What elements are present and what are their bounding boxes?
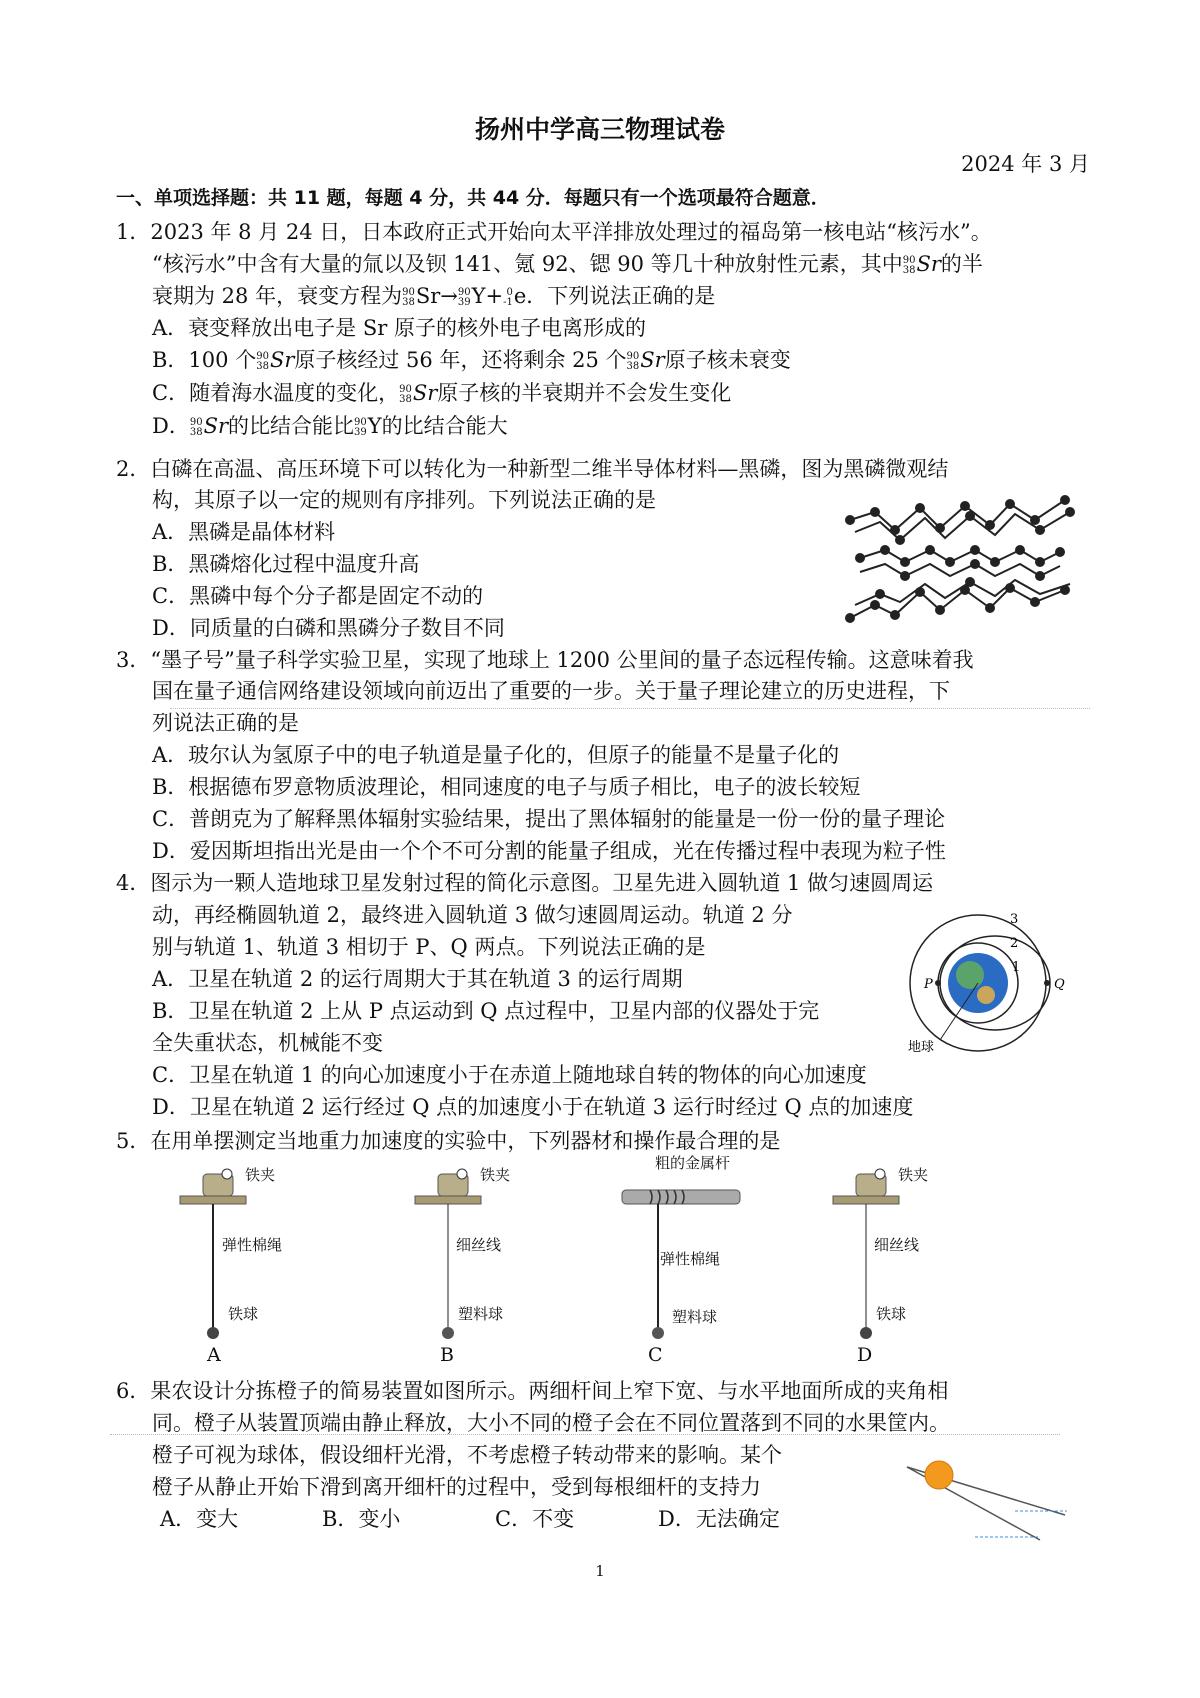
black-phosphorus-figure — [840, 490, 1080, 630]
pendulum-c-caption: C — [648, 1344, 663, 1366]
pendulum-c-rope-label: 弹性棉绳 — [660, 1250, 721, 1268]
pendulum-a-clip-label: 铁夹 — [245, 1166, 276, 1184]
pendulum-d-caption: D — [857, 1344, 873, 1366]
pendulum-b-caption: B — [440, 1344, 454, 1366]
q4-line2: 动，再经椭圆轨道 2，最终进入圆轨道 3 做匀速圆周运动。轨道 2 分 — [152, 903, 793, 927]
q3-line2: 国在量子通信网络建设领域向前迈出了重要的一步。关于量子理论建立的历史进程，下 — [152, 679, 950, 703]
pendulum-c-ball-label: 塑料球 — [672, 1308, 718, 1326]
q2-option-a: A．黑磷是晶体材料 — [152, 520, 336, 544]
q6-line4: 橙子从静止开始下滑到离开细杆的过程中，受到每根细杆的支持力 — [152, 1475, 761, 1499]
q2-line1: 2．白磷在高温、高压环境下可以转化为一种新型二维半导体材料—黑磷，图为黑磷微观结 — [116, 457, 949, 481]
q3-line1: 3．“墨子号”量子科学实验卫星，实现了地球上 1200 公里间的量子态远程传输。这意味着我 — [116, 648, 974, 672]
q3-line3: 列说法正确的是 — [152, 711, 299, 735]
q1-option-d: D． 90 38 Sr的比结合能比 90 39 Y的比结合能大 — [152, 414, 508, 438]
orbit-figure — [900, 905, 1080, 1055]
point-q-label: Q — [1054, 977, 1065, 992]
pendulum-a-ball-label: 铁球 — [228, 1305, 259, 1323]
orbit-1-label: 1 — [1012, 960, 1021, 975]
q1-option-b: B．100 个 90 38 Sr原子核经过 56 年，还将剩余 25 个 90 38 Sr原子核未衰变 — [152, 348, 791, 372]
q4-option-b-line2: 全失重状态，机械能不变 — [152, 1031, 383, 1055]
q1-option-c: C．随着海水温度的变化， 90 38 Sr原子核的半衰期并不会发生变化 — [152, 381, 732, 405]
orbit-3-label: 3 — [1010, 912, 1019, 927]
q3-option-a: A．玻尔认为氢原子中的电子轨道是量子化的，但原子的能量不是量子化的 — [152, 743, 840, 767]
q4-option-c: C．卫星在轨道 1 的向心加速度小于在赤道上随地球自转的物体的向心加速度 — [152, 1063, 867, 1087]
pendulum-d-clip-label: 铁夹 — [898, 1166, 929, 1184]
q1-line2: “核污水”中含有大量的氚以及钡 141、氪 92、锶 90 等几十种放射性元素，其中 90 38 Sr的半 — [152, 252, 983, 276]
page-title: 扬州中学高三物理试卷 — [474, 115, 725, 144]
q2-option-d: D．同质量的白磷和黑磷分子数目不同 — [152, 616, 505, 640]
q4-line3: 别与轨道 1、轨道 3 相切于 P、Q 两点。下列说法正确的是 — [152, 935, 706, 959]
q1-option-a: A．衰变释放出电子是 Sr 原子的核外电子电离形成的 — [152, 316, 646, 340]
pendulum-c-rod-label: 粗的金属杆 — [655, 1154, 731, 1172]
q1-line3: 衰期为 28 年，衰变方程为 90 38 Sr→ 90 39 Y+ 0 -1 e．下列说法正确的是 — [152, 284, 716, 308]
pendulum-a-rope-label: 弹性棉绳 — [222, 1236, 283, 1254]
earth-label: 地球 — [908, 1040, 935, 1055]
q4-option-b-line1: B．卫星在轨道 2 上从 P 点运动到 Q 点过程中，卫星内部的仪器处于完 — [152, 999, 820, 1023]
q6-option-c: C．不变 — [495, 1507, 575, 1531]
exam-date: 2024 年 3 月 — [961, 152, 1090, 176]
q2-option-c: C．黑磷中每个分子都是固定不动的 — [152, 584, 484, 608]
q6-line2: 同。橙子从装置顶端由静止释放，大小不同的橙子会在不同位置落到不同的水果筐内。 — [152, 1411, 950, 1435]
pendulum-b-clip-label: 铁夹 — [480, 1166, 511, 1184]
q3-option-c: C．普朗克为了解释黑体辐射实验结果，提出了黑体辐射的能量是一份一份的量子理论 — [152, 807, 946, 831]
orbit-2-label: 2 — [1010, 936, 1019, 951]
q6-option-d: D．无法确定 — [658, 1507, 780, 1531]
q5-line1: 5．在用单摆测定当地重力加速度的实验中，下列器材和操作最合理的是 — [116, 1129, 781, 1153]
pendulum-d-rope-label: 细丝线 — [874, 1236, 920, 1254]
orange-sorter-figure — [895, 1455, 1075, 1550]
point-p-label: P — [924, 977, 933, 992]
q6-option-a: A．变大 — [160, 1507, 239, 1531]
q4-option-d: D．卫星在轨道 2 运行经过 Q 点的加速度小于在轨道 3 运行时经过 Q 点的加速度 — [152, 1095, 914, 1119]
q2-line2: 构，其原子以一定的规则有序排列。下列说法正确的是 — [152, 488, 656, 512]
q4-line1: 4．图示为一颗人造地球卫星发射过程的简化示意图。卫星先进入圆轨道 1 做匀速圆周运 — [116, 871, 934, 895]
pendulum-d-ball-label: 铁球 — [876, 1305, 907, 1323]
pendulum-b-rope-label: 细丝线 — [456, 1236, 502, 1254]
pendulum-b-ball-label: 塑料球 — [458, 1305, 504, 1323]
page-number: 1 — [595, 1562, 605, 1580]
q1-line1: 1．2023 年 8 月 24 日，日本政府正式开始向太平洋排放处理过的福岛第一核电站“核污水”。 — [116, 220, 992, 244]
q3-option-b: B．根据德布罗意物质波理论，相同速度的电子与质子相比，电子的波长较短 — [152, 775, 861, 799]
sr-nuclide: 90 38 — [902, 254, 916, 276]
q4-option-a: A．卫星在轨道 2 的运行周期大于其在轨道 3 的运行周期 — [152, 967, 683, 991]
q6-option-b: B．变小 — [322, 1507, 401, 1531]
pendulum-a-caption: A — [207, 1344, 221, 1366]
q6-line3: 橙子可视为球体，假设细杆光滑，不考虑橙子转动带来的影响。某个 — [152, 1443, 782, 1467]
q2-option-b: B．黑磷熔化过程中温度升高 — [152, 552, 420, 576]
q6-line1: 6．果农设计分拣橙子的简易装置如图所示。两细杆间上窄下宽、与水平地面所成的夹角相 — [116, 1379, 949, 1403]
q3-option-d: D．爱因斯坦指出光是由一个个不可分割的能量子组成，光在传播过程中表现为粒子性 — [152, 839, 946, 863]
section-heading: 一、单项选择题：共 11 题，每题 4 分，共 44 分．每题只有一个选项最符合题意． — [116, 187, 830, 209]
